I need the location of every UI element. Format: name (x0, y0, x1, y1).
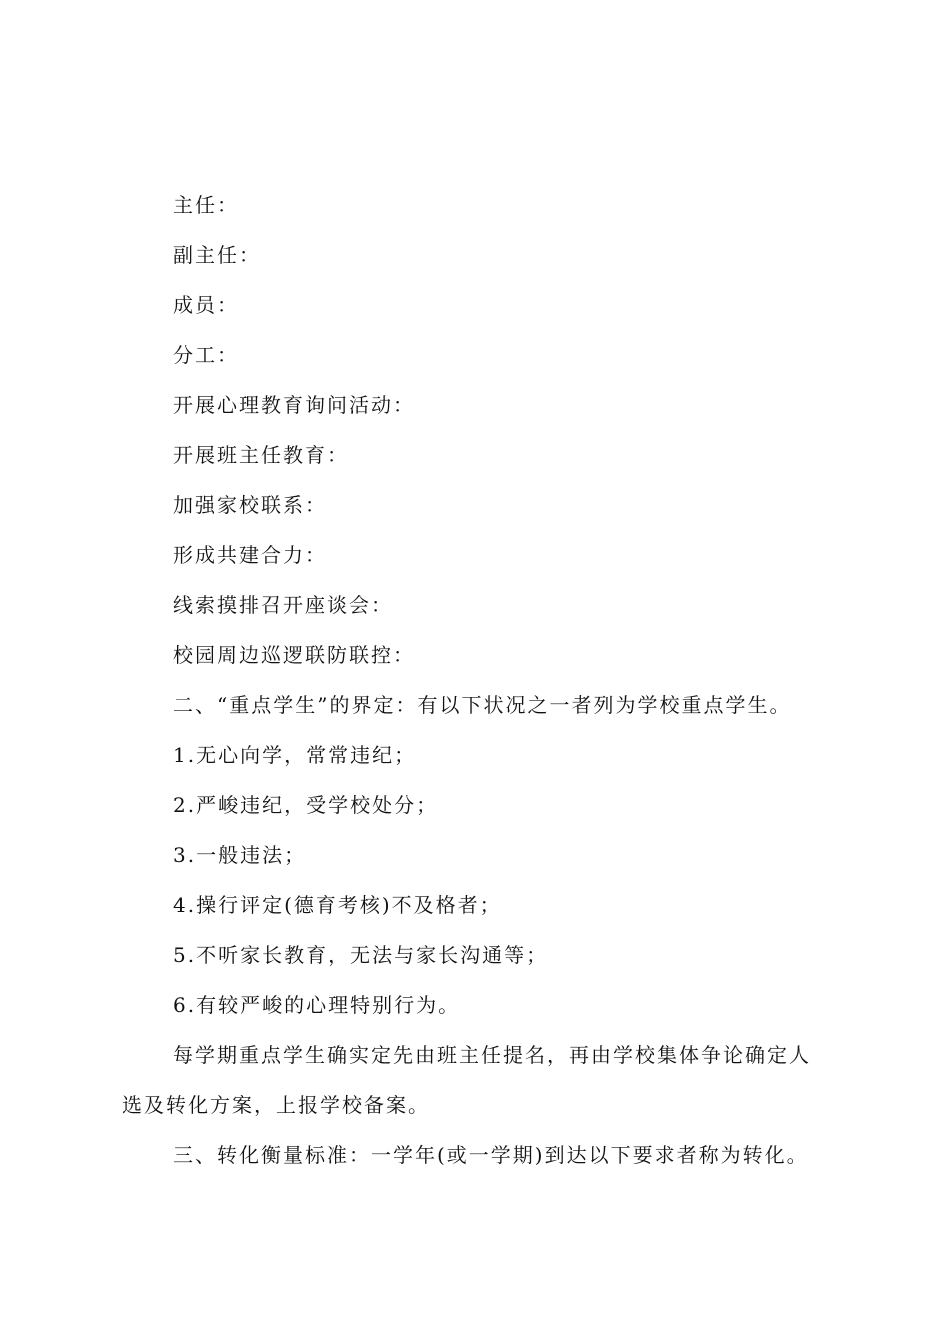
paragraph-line-2: 选及转化方案，上报学校备案。 (122, 1093, 430, 1117)
text-line-teacher-education: 开展班主任教育： (173, 443, 349, 467)
paragraph-line-1: 每学期重点学生确实定先由班主任提名，再由学校集体争论确定人 (173, 1043, 811, 1067)
text-line-director: 主任： (173, 193, 239, 217)
text-line-division: 分工： (173, 343, 239, 367)
list-item-3: 3.一般违法； (173, 843, 307, 867)
list-item-1: 1.无心向学，常常违纪； (173, 743, 417, 767)
text-line-psych-activity: 开展心理教育询问活动： (173, 393, 415, 417)
list-item-6: 6.有较严峻的心理特别行为。 (173, 993, 461, 1017)
list-item-5: 5.不听家长教育，无法与家长沟通等； (173, 943, 549, 967)
text-line-home-school: 加强家校联系： (173, 493, 327, 517)
section-heading-standard: 三、转化衡量标准：一学年(或一学期)到达以下要求者称为转化。 (173, 1143, 809, 1167)
list-item-2: 2.严峻违纪，受学校处分； (173, 793, 439, 817)
text-line-campus-patrol: 校园周边巡逻联防联控： (173, 643, 415, 667)
list-item-4: 4.操行评定(德育考核)不及格者； (173, 893, 502, 917)
text-line-members: 成员： (173, 293, 239, 317)
text-line-joint-effort: 形成共建合力： (173, 543, 327, 567)
section-heading-key-students: 二、“重点学生”的界定：有以下状况之一者列为学校重点学生。 (173, 693, 792, 717)
text-line-clue-meeting: 线索摸排召开座谈会： (173, 593, 393, 617)
text-line-deputy-director: 副主任： (173, 243, 261, 267)
